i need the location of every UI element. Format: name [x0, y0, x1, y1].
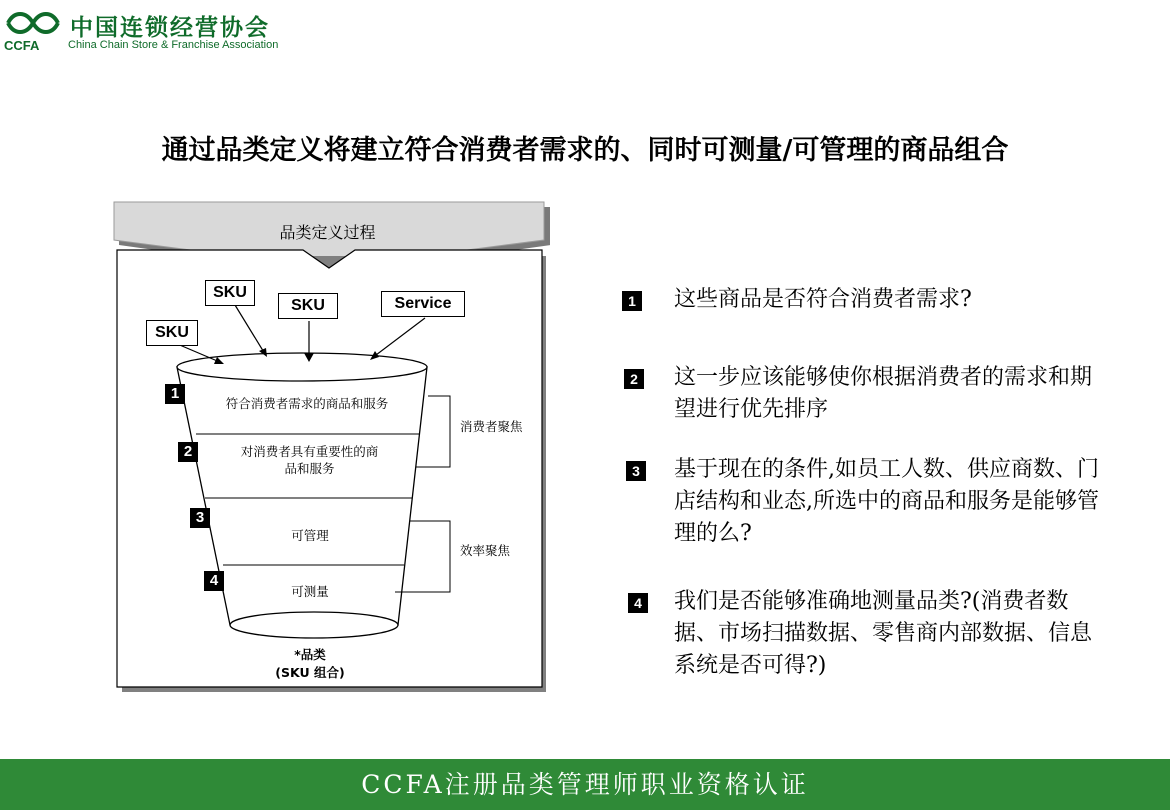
question-number-badge: 3 — [626, 461, 646, 481]
logo-english-name: China Chain Store & Franchise Association — [68, 39, 279, 51]
question-text: 我们是否能够准确地测量品类?(消费者数据、市场扫描数据、零售商内部数据、信息系统是否可得?) — [674, 589, 1093, 678]
footer-banner: CCFA注册品类管理师职业资格认证 — [0, 759, 1170, 810]
layer-number-badge: 2 — [178, 442, 198, 462]
layer-label-consumer-needs: 符合消费者需求的商品和服务 — [225, 396, 389, 411]
ccfa-logo — [4, 6, 324, 53]
category-label-line2: (SKU 组合) — [275, 665, 345, 680]
efficiency-focus-label: 效率聚焦 — [460, 543, 511, 558]
category-definition-diagram — [110, 200, 550, 695]
funnel-top-ellipse — [177, 353, 427, 381]
ccfa-logo-icon — [4, 8, 62, 38]
sku-input-box: SKU — [205, 280, 255, 306]
sku-input-box: SKU — [278, 293, 338, 319]
question-number-badge: 2 — [624, 369, 644, 389]
question-number-badge: 1 — [622, 291, 642, 311]
layer-number-badge: 1 — [165, 384, 185, 404]
question-number-badge: 4 — [628, 593, 648, 613]
page-title: 通过品类定义将建立符合消费者需求的、同时可测量/可管理的商品组合 — [161, 135, 1009, 166]
question-text: 这一步应该能够使你根据消费者的需求和期望进行优先排序 — [674, 365, 1093, 422]
question-text: 这些商品是否符合消费者需求? — [674, 287, 972, 312]
funnel-bottom-ellipse — [230, 612, 398, 638]
diagram-header-label: 品类定义过程 — [279, 223, 376, 242]
category-label-line1: *品类 — [294, 647, 326, 662]
service-input-box: Service — [381, 291, 465, 317]
layer-number-badge: 4 — [204, 571, 224, 591]
layer-label-important-line1: 对消费者具有重要性的商 — [240, 444, 379, 459]
logo-chinese-name: 中国连锁经营协会 — [70, 14, 270, 41]
layer-number-badge: 3 — [190, 508, 210, 528]
logo-abbreviation: CCFA — [4, 38, 40, 53]
question-text: 基于现在的条件,如员工人数、供应商数、门店结构和业态,所选中的商品和服务是能够管理的么? — [674, 457, 1099, 546]
layer-label-measurable: 可测量 — [291, 584, 329, 599]
consumer-focus-label: 消费者聚焦 — [460, 419, 523, 434]
layer-label-important-line2: 品和服务 — [284, 461, 335, 476]
layer-label-manageable: 可管理 — [291, 528, 329, 543]
sku-input-box: SKU — [146, 320, 198, 346]
